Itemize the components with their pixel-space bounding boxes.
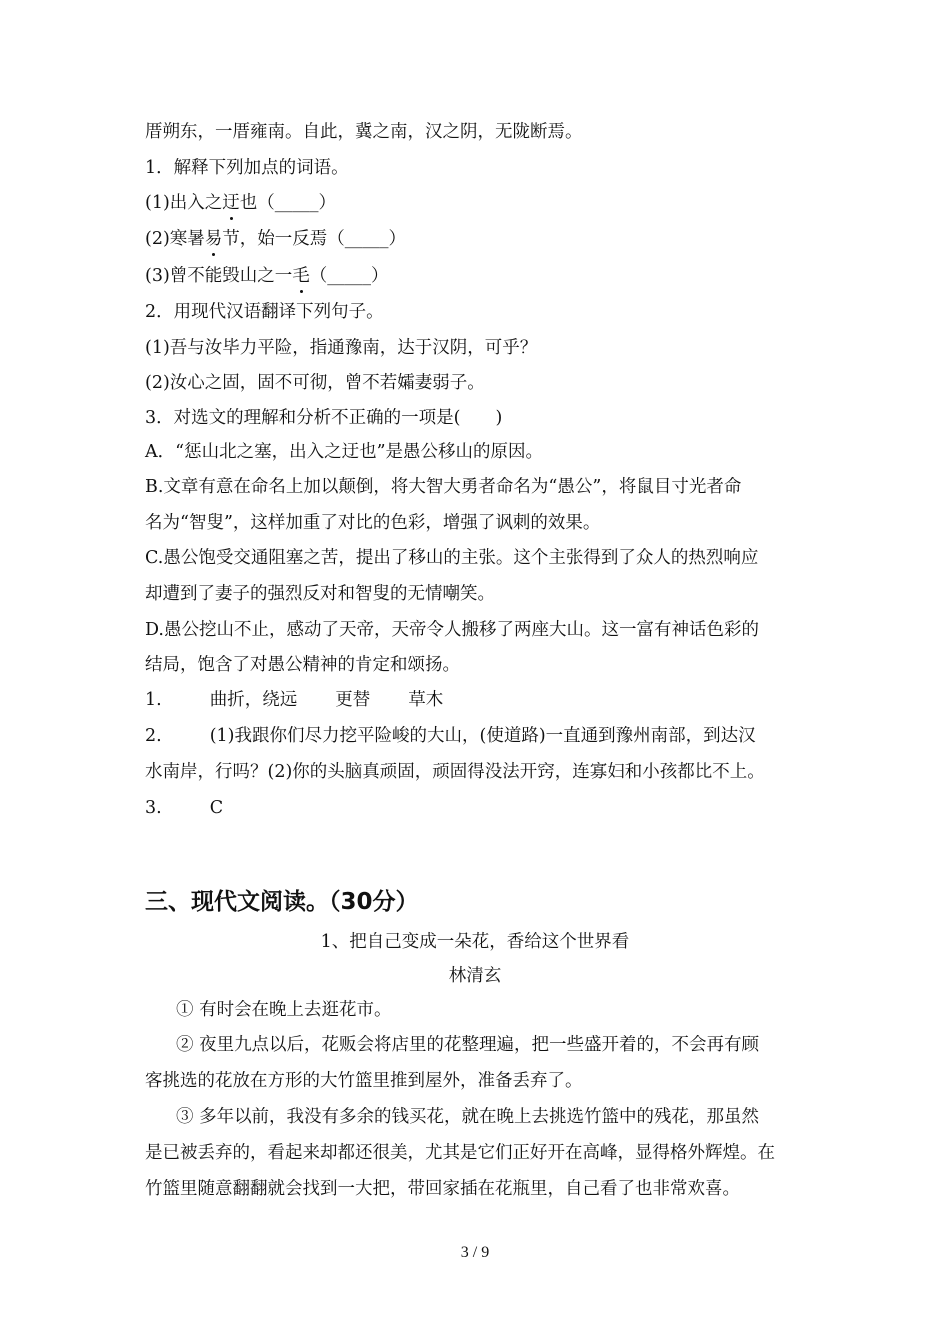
paragraph-2-line-1: ② 夜里九点以后，花贩会将店里的花整理遍，把一些盛开着的，不会再有顾: [176, 1035, 760, 1055]
dotted-char: 毛: [292, 266, 310, 286]
dotted-char: 易: [204, 229, 223, 249]
page-number: 3 / 9: [460, 1244, 490, 1261]
question-2-item-1: (1)吾与汝毕力平险，指通豫南，达于汉阴，可乎？: [145, 338, 538, 358]
question-3-prompt: 3．对选文的理解和分析不正确的一项是( ): [145, 408, 503, 428]
option-a: A．“惩山北之塞，出入之迂也”是愚公移山的原因。: [145, 442, 544, 462]
answer-2: 2. (1)我跟你们尽力挖平险峻的大山，(使道路)一直通到豫州南部，到达汉: [145, 726, 756, 746]
option-d-line-1: D.愚公挖山不止，感动了天帝，天帝令人搬移了两座大山。这一富有神话色彩的: [145, 620, 759, 640]
option-c-line-2: 却遭到了妻子的强烈反对和智叟的无情嘲笑。: [145, 584, 495, 604]
paragraph-2-line-2: 客挑选的花放在方形的大竹篮里推到屋外，准备丢弃了。: [145, 1071, 583, 1091]
question-1-item-1: (1)出入之迂也（_____）: [145, 193, 337, 213]
paragraph-3-line-3: 竹篮里随意翻翻就会找到一大把，带回家插在花瓶里，自己看了也非常欢喜。: [145, 1179, 740, 1199]
paragraph-3-line-1: ③ 多年以前，我没有多余的钱买花，就在晚上去挑选竹篮中的残花，那虽然: [176, 1107, 760, 1127]
option-c-line-1: C.愚公饱受交通阻塞之苦，提出了移山的主张。这个主张得到了众人的热烈响应: [145, 548, 759, 568]
question-1-item-3: (3)曾不能毁山之一毛（_____）: [145, 266, 389, 286]
question-1-item-2: (2)寒暑易节，始一反焉（_____）: [145, 229, 407, 249]
answer-1: 1. 曲折，绕远 更替 草木: [145, 690, 444, 710]
option-b-line-1: B.文章有意在命名上加以颠倒，将大智大勇者命名为“愚公”，将鼠目寸光者命: [145, 477, 742, 497]
question-1-prompt: 1．解释下列加点的词语。: [145, 158, 349, 178]
option-b-line-2: 名为“智叟”，这样加重了对比的色彩，增强了讽刺的效果。: [145, 513, 601, 533]
passage-ending: 厝朔东，一厝雍南。自此，冀之南，汉之阴，无陇断焉。: [145, 122, 583, 142]
paragraph-3-line-2: 是已被丢弃的，看起来却都还很美，尤其是它们正好开在高峰，显得格外辉煌。在: [145, 1143, 775, 1163]
reading-title: 1、把自己变成一朵花，香给这个世界看: [320, 932, 630, 952]
option-d-line-2: 结局，饱含了对愚公精神的肯定和颂扬。: [145, 655, 460, 675]
paragraph-1: ① 有时会在晚上去逛花市。: [176, 1000, 392, 1020]
question-2-item-2: (2)汝心之固，固不可彻，曾不若孀妻弱子。: [145, 373, 485, 393]
dotted-char: 迂: [222, 193, 240, 213]
question-2-prompt: 2．用现代汉语翻译下列句子。: [145, 302, 384, 322]
section-heading: 三、现代文阅读。（30分）: [145, 889, 419, 915]
answer-3: 3. C: [145, 798, 224, 818]
answer-2-continued: 水南岸，行吗？(2)你的头脑真顽固，顽固得没法开窍，连寡妇和小孩都比不上。: [145, 762, 765, 782]
reading-author: 林清玄: [448, 966, 502, 986]
